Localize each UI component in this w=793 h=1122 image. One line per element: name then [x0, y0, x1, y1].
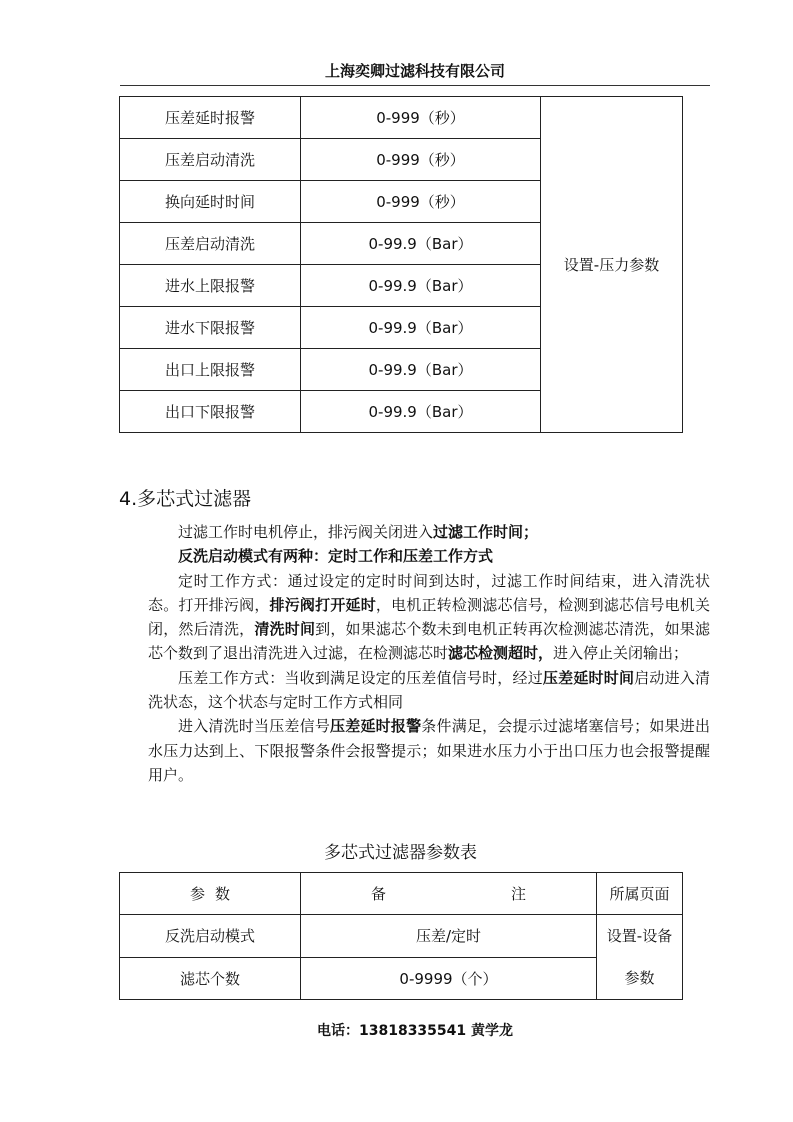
page-location: 设置-压力参数 [541, 97, 683, 433]
bold-text: 压差延时报警 [330, 717, 422, 736]
section-body [148, 520, 710, 787]
text: 进入停止关闭输出； [553, 644, 689, 663]
header-divider [120, 85, 710, 86]
paragraph [148, 666, 710, 715]
bold-text: 排污阀打开延时 [269, 595, 376, 614]
param-name: 压差延时报警 [120, 97, 301, 139]
multi-cartridge-params-table [119, 872, 683, 1000]
column-header-param: 参 数 [120, 873, 301, 915]
bold-text: 过滤工作时间； [433, 523, 539, 541]
section-title: 4.多芯式过滤器 [119, 488, 252, 510]
table-caption: 多芯式过滤器参数表 [324, 843, 477, 863]
table-row [120, 97, 683, 139]
param-name: 压差启动清洗 [120, 223, 301, 265]
param-name: 进水下限报警 [120, 307, 301, 349]
param-range: 0-99.9（Bar） [301, 307, 541, 349]
column-header-page: 所属页面 [597, 873, 683, 915]
bold-text: 压差延时时间 [542, 668, 635, 687]
table-header-row [120, 873, 683, 915]
paragraph [148, 569, 710, 666]
param-name: 出口下限报警 [120, 391, 301, 433]
page-footer: 电话：13818335541 黄学龙 [316, 1023, 514, 1039]
param-range: 0-999（秒） [301, 139, 541, 181]
paragraph [148, 714, 710, 787]
table-row [120, 915, 683, 958]
text: 启动进入清洗状态，这个状态与定时工作方式相同 [148, 668, 710, 712]
param-range: 0-99.9（Bar） [301, 349, 541, 391]
text: 压差工作方式：当收到满足设定的压差值信号时，经过 [178, 668, 543, 687]
param-range: 0-999（秒） [301, 97, 541, 139]
pressure-params-table [119, 96, 683, 433]
param-range: 0-99.9（Bar） [301, 391, 541, 433]
param-range: 0-99.9（Bar） [301, 223, 541, 265]
page-location: 设置-设备 参数 [597, 915, 683, 1000]
param-name: 滤芯个数 [120, 957, 301, 1000]
paragraph [148, 520, 710, 544]
param-note: 压差/定时 [301, 915, 597, 958]
param-name: 反洗启动模式 [120, 915, 301, 958]
column-header-note: 备 注 [301, 873, 597, 915]
param-note: 0-9999（个） [301, 957, 597, 1000]
param-name: 压差启动清洗 [120, 139, 301, 181]
param-name: 换向延时时间 [120, 181, 301, 223]
text: 过滤工作时电机停止，排污阀关闭进入 [178, 523, 434, 541]
paragraph [148, 544, 710, 568]
bold-text: 滤芯检测超时， [448, 644, 554, 663]
text: 条件满足，会提示过滤堵塞信号；如果进出水压力达到上、下限报警条件会报警提示；如果进水压力小于出口压力也会报警提醒用户。 [148, 717, 710, 784]
param-name: 出口上限报警 [120, 349, 301, 391]
text: ，电机正转检测滤芯信号，检测到滤芯信号电机关闭，然后清洗， [148, 595, 710, 639]
page-header: 上海奕卿过滤科技有限公司 [324, 62, 505, 80]
text: 到，如果滤芯个数未到电机正转再次检测滤芯清洗，如果滤芯个数到了退出清洗进入过滤，在检测滤芯时 [148, 620, 710, 663]
param-name: 进水上限报警 [120, 265, 301, 307]
param-range: 0-999（秒） [301, 181, 541, 223]
text: 进入清洗时当压差信号 [178, 717, 331, 736]
param-range: 0-99.9（Bar） [301, 265, 541, 307]
bold-text: 反洗启动模式有两种：定时工作和压差工作方式 [178, 547, 494, 566]
bold-text: 清洗时间 [254, 620, 316, 639]
text: 定时工作方式：通过设定的定时时间到达时，过滤工作时间结束，进入清洗状态。打开排污阀， [148, 571, 710, 614]
